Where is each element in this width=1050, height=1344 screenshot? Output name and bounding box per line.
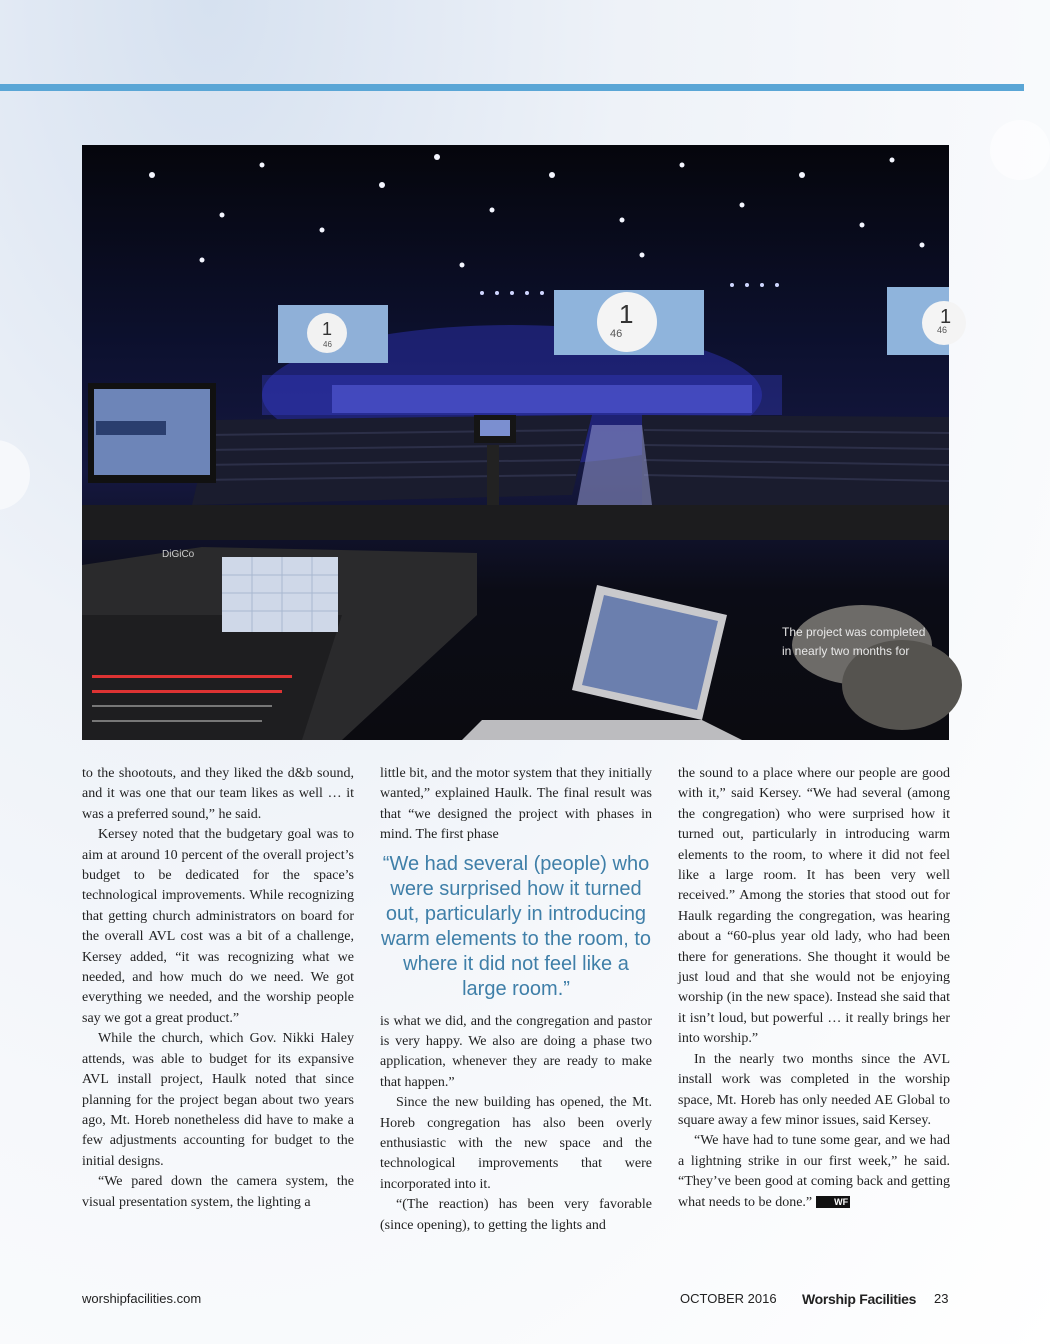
ceiling-lights xyxy=(149,154,925,268)
paragraph: While the church, which Gov. Nikki Haley attends, was able to budget for its expansive AVL install project, Haulk noted that since planning for the project began about two years ago, Mt. Horeb nonetheless did have to make a few adjustments accounting for budget to the initial designs. xyxy=(82,1031,354,1169)
paragraph: Since the new building has opened, the Mt. Horeb congregation has also been overly enthusiastic with the new space and the technological improvements that were incorporated into it. xyxy=(380,1095,652,1192)
paragraph: In the nearly two months since the AVL install work was completed in the worship space, Mt. Horeb has only needed AE Global to square away a few minor issues, said Kersey. xyxy=(678,1051,950,1128)
screen-right xyxy=(887,287,966,355)
screen-left-number: 1 xyxy=(322,319,333,339)
svg-text:46: 46 xyxy=(610,328,623,340)
footer-date: OCTOBER 2016 xyxy=(680,1291,777,1306)
footer-url: worshipfacilities.com xyxy=(82,1291,202,1306)
article-column-2 xyxy=(380,764,652,1236)
photo-caption: The project was completed in nearly two months for xyxy=(782,625,926,658)
paragraph-text: “We have had to tune some gear, and we had a lightning strike in our first week,” he said. “They’ve been good at coming back and getting what needs to be done.” xyxy=(678,1133,950,1210)
seating xyxy=(192,415,949,515)
paragraph: “(The reaction) has been very favorable (since opening), to getting the lights and xyxy=(380,1197,652,1233)
paragraph xyxy=(678,1131,950,1213)
screen-center-number: 1 xyxy=(619,299,634,329)
footer-page-number: 23 xyxy=(934,1291,949,1306)
background-bokeh xyxy=(0,440,30,510)
header-accent-rule xyxy=(0,84,1024,91)
paragraph: little bit, and the motor system that they initially wanted,” explained Haulk. The final result was that “we designed the project with phases in mind. The first phase xyxy=(380,766,652,843)
paragraph: Kersey noted that the budgetary goal was to aim at around 10 percent of the overall project’s budget to be dedicated for the space’s technological improvements. While recognizing that getting church administrators on board for the overall AVL cost was a bit of a challenge, Kersey added, “it was recognizing what we needed, and how much do we need. We got everything we needed, and the worship people say we got a great product.” xyxy=(82,827,354,1026)
article-column-3 xyxy=(678,764,950,1213)
footer-magazine-name: Worship Facilities xyxy=(802,1291,917,1307)
end-mark-logo: WF xyxy=(816,1196,850,1208)
paragraph: is what we did, and the congregation and pastor is very happy. We also are doing a phase two application, whenever they are ready to make that happen.” xyxy=(380,1013,652,1090)
sanctuary-photo xyxy=(82,145,952,740)
svg-text:46: 46 xyxy=(323,340,332,349)
monitor-left xyxy=(88,383,216,483)
svg-text:1: 1 xyxy=(940,306,952,328)
pull-quote: “We had several (people) who were surprised how it turned out, particularly in introducing warm elements to the room, to where it did not feel like a large room.” xyxy=(380,852,652,1000)
laptop xyxy=(462,585,742,740)
screen-left xyxy=(278,305,388,363)
mixing-console xyxy=(82,547,477,740)
background-bokeh xyxy=(990,120,1050,180)
paragraph: the sound to a place where our people are good with it,” said Kersey. “We had several (among the congregation) who were surprised how it turned out, particularly in introducing warm elements to the room, to where it did not feel like a large room. It has been very well received.” Among the stories that stood out for Haulk regarding the congregation, was hearing about a “60-plus year old lady, who had been there for generations. She thought it would be just loud and that she would not be enjoying worship (in the new space). Instead she said that it isn’t loud, but powerful … it really brings her into worship.” xyxy=(678,766,950,1047)
svg-text:46: 46 xyxy=(937,325,948,335)
article-column-1 xyxy=(82,764,354,1213)
paragraph: “We pared down the camera system, the visual presentation system, the lighting a xyxy=(82,1174,354,1210)
console-brand: DiGiCo xyxy=(162,549,195,560)
paragraph: to the shootouts, and they liked the d&b sound, and it was one that our team likes as well … it was a preferred sound,” he said. xyxy=(82,766,354,822)
